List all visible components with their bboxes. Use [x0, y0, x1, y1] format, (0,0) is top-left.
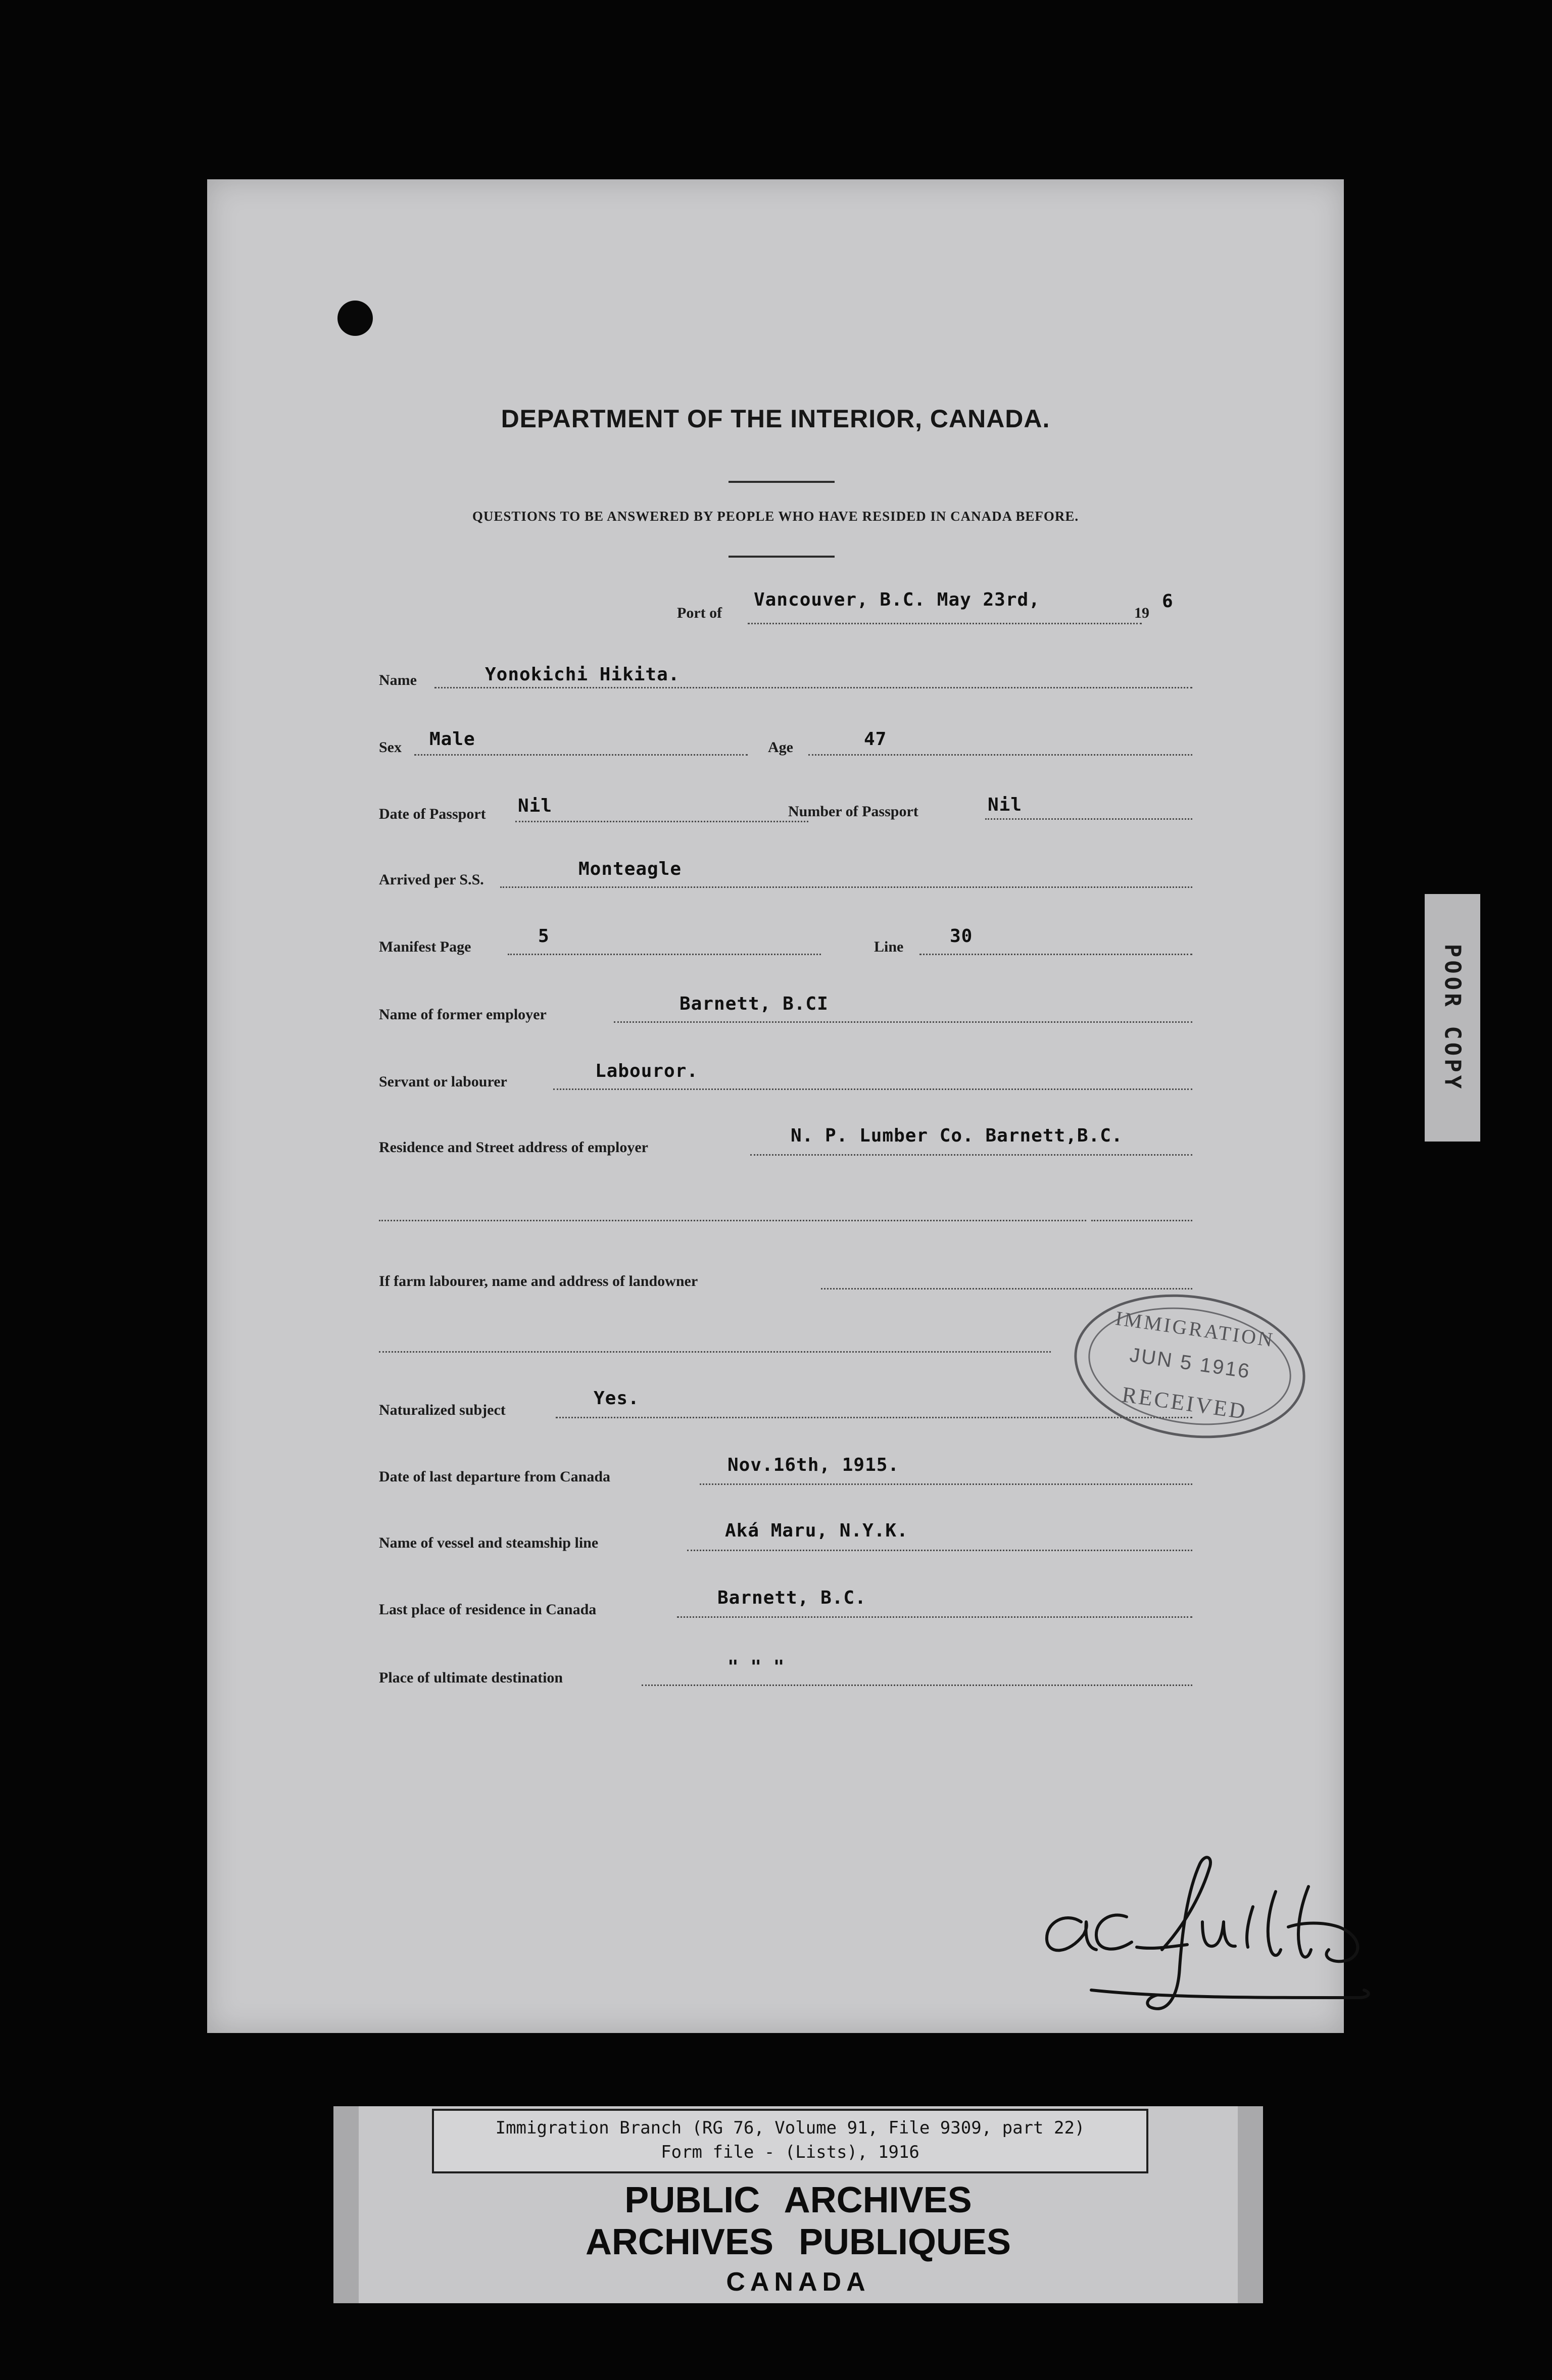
manifest-page-label: Manifest Page [379, 938, 471, 955]
stamp-bottom-text: RECEIVED [1120, 1382, 1249, 1424]
form-sheet [207, 179, 1344, 2033]
naturalized-value: Yes. [594, 1388, 640, 1409]
form-subtitle: QUESTIONS TO BE ANSWERED BY PEOPLE WHO HAVE RESIDED IN CANADA BEFORE. [472, 509, 1079, 524]
line-label: Line [874, 938, 904, 955]
farm-labourer-dotted-line-2 [379, 1351, 1051, 1353]
line-value: 30 [950, 926, 973, 947]
last-residence-value: Barnett, B.C. [717, 1588, 866, 1608]
former-employer-label: Name of former employer [379, 1006, 547, 1023]
vessel-label: Name of vessel and steamship line [379, 1534, 599, 1551]
passport-date-value: Nil [518, 796, 553, 816]
sex-label: Sex [379, 739, 402, 756]
employer-address-label: Residence and Street address of employer [379, 1139, 648, 1156]
archive-reference-line-2: Form file - (Lists), 1916 [661, 2142, 919, 2162]
employer-address-dotted-line [750, 1154, 1192, 1156]
age-dotted-line [808, 754, 1192, 756]
last-residence-dotted-line [677, 1616, 1192, 1618]
subtitle-rule [729, 556, 835, 558]
canada-heading: CANADA [726, 2267, 870, 2297]
naturalized-label: Naturalized subject [379, 1402, 506, 1418]
port-value: Vancouver, B.C. May 23rd, [754, 589, 1040, 610]
archive-card [333, 2106, 1263, 2303]
destination-label: Place of ultimate destination [379, 1669, 563, 1686]
arrived-dotted-line [500, 886, 1192, 888]
name-value: Yonokichi Hikita. [485, 664, 680, 685]
vessel-dotted-line [687, 1550, 1192, 1551]
punch-hole [337, 301, 373, 336]
name-dotted-line [434, 687, 1192, 688]
naturalized-dotted-line [556, 1417, 1192, 1418]
last-departure-dotted-line [700, 1483, 1192, 1485]
sex-value: Male [429, 729, 475, 750]
poor-copy-label [1425, 894, 1480, 1142]
age-value: 47 [864, 729, 887, 750]
former-employer-value: Barnett, B.CI [680, 994, 829, 1014]
sex-dotted-line [414, 754, 748, 756]
passport-number-label: Number of Passport [788, 803, 918, 820]
employer-address-dotted-line-2 [379, 1220, 1086, 1221]
port-label: Port of [677, 605, 722, 621]
port-year-suffix: 6 [1162, 591, 1174, 612]
name-label: Name [379, 672, 417, 688]
servant-labourer-value: Labouror. [595, 1061, 699, 1081]
employer-address-value: N. P. Lumber Co. Barnett,B.C. [791, 1125, 1123, 1146]
port-year-prefix: 19 [1134, 605, 1149, 621]
arrived-value: Monteagle [578, 859, 682, 879]
signature [1036, 1846, 1399, 2058]
immigration-received-stamp [1065, 1280, 1315, 1452]
passport-date-label: Date of Passport [379, 806, 486, 822]
age-label: Age [768, 739, 793, 756]
manifest-page-value: 5 [538, 926, 550, 947]
passport-date-dotted-line [515, 821, 808, 822]
last-departure-label: Date of last departure from Canada [379, 1468, 611, 1485]
vessel-value: Aká Maru, N.Y.K. [725, 1520, 908, 1541]
destination-value: " " " [728, 1657, 785, 1677]
port-dotted-line [748, 623, 1142, 624]
line-dotted-line [919, 954, 1192, 955]
last-residence-label: Last place of residence in Canada [379, 1601, 597, 1618]
archive-reference-line-1: Immigration Branch (RG 76, Volume 91, File 9309, part 22) [495, 2118, 1085, 2138]
stamp-date: JUN 5 1916 [1128, 1344, 1252, 1383]
poor-copy-text: POOR COPY [1439, 944, 1466, 1092]
last-departure-value: Nov.16th, 1915. [728, 1455, 900, 1475]
archive-reference-box [432, 2109, 1148, 2173]
passport-number-dotted-line [985, 818, 1192, 820]
arrived-label: Arrived per S.S. [379, 871, 484, 888]
department-title: DEPARTMENT OF THE INTERIOR, CANADA. [501, 405, 1050, 433]
title-rule [729, 481, 835, 483]
employer-address-dotted-line-3 [1091, 1220, 1192, 1221]
servant-labourer-dotted-line [553, 1088, 1192, 1090]
former-employer-dotted-line [614, 1021, 1192, 1023]
stamp-top-text: IMMIGRATION [1114, 1306, 1276, 1352]
farm-labourer-label: If farm labourer, name and address of landowner [379, 1273, 698, 1290]
servant-labourer-label: Servant or labourer [379, 1073, 507, 1090]
manifest-page-dotted-line [508, 954, 821, 955]
archives-publiques-heading: ARCHIVES PUBLIQUES [585, 2222, 1011, 2262]
public-archives-heading: PUBLIC ARCHIVES [624, 2180, 972, 2220]
passport-number-value: Nil [988, 795, 1023, 815]
destination-dotted-line [642, 1684, 1192, 1686]
